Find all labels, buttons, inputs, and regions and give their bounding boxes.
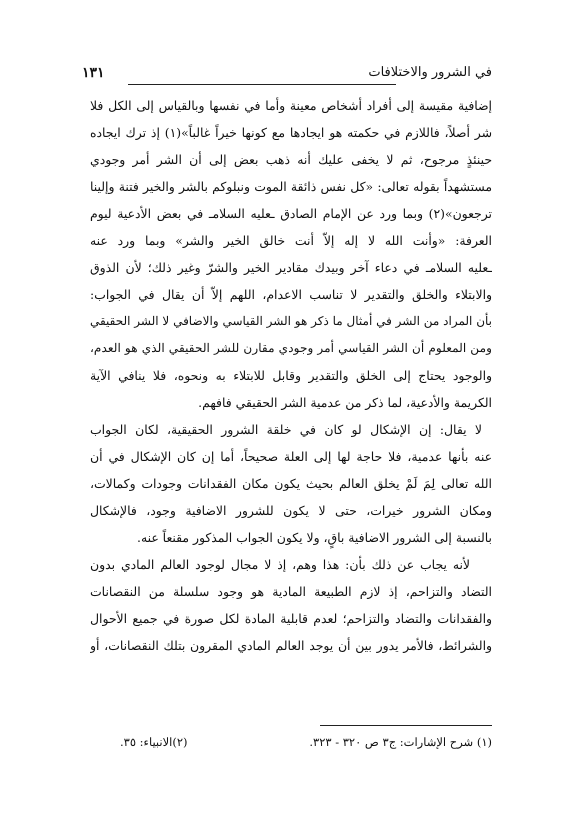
text-line: والابتلاء والخلق والتقدير لا تناسب الاعدام، اللهم إلاّ أن يقال في الجواب: [90, 287, 492, 302]
text-line: الكريمة والأدعية، لما ذكر من عدمية الشر الحقيقي فافهم. [198, 395, 492, 410]
running-header-title: في الشرور والاختلافات [368, 65, 492, 80]
text-line: لأنه يجاب عن ذلك بأن: هذا وهم، إذ لا مجال لوجود العالم المادي بدون [90, 557, 470, 572]
footnotes [100, 733, 492, 753]
header-divider [128, 84, 396, 85]
footnote-1: (١) شرح الإشارات: ج٣ ص ٣٢٠ - ٣٢٣. [309, 735, 492, 749]
text-line: الله تعالى لِمَ لَمْ يخلق العالم بحيث يكون مكان الفقدانات وجودات وكمالات، [90, 476, 492, 491]
body-text [90, 92, 492, 659]
text-line: حينئذٍ مرجوح، ثم لا يخفى عليك أنه ذهب بعض إلى أن الشر أمر وجودي [90, 152, 492, 167]
text-line: لا يقال: إن الإشكال لو كان في خلقة الشرور الحقيقية، لكان الجواب [90, 422, 482, 437]
running-header [82, 64, 492, 84]
text-line: بالنسبة إلى الشرور الاضافية باقٍ، ولا يكون الجواب المذكور مقنعاً عنه. [137, 530, 492, 545]
text-line: ومكان الشرور خيرات، حتى لا يكون للشرور الاضافية وجود، فالإشكال [90, 503, 492, 518]
text-line: العرفة: «وأنت الله لا إله إلاّ أنت خالق الخير والشر» وبما ورد عنه [90, 233, 492, 248]
text-line: بأن المراد من الشر في أمثال ما ذكر هو الشر القياسي والاضافي لا الشر الحقيقي [90, 314, 492, 328]
text-line: إضافية مقيسة إلى أفراد أشخاص معينة وأما في نفسها وبالقياس إلى الكل فلا [90, 98, 492, 113]
text-line: ومن المعلوم أن الشر القياسي أمر وجودي مقارن للشر الحقيقي الذي هو العدم، [90, 341, 492, 355]
page-number: ١٣١ [82, 65, 105, 81]
text-line: التضاد والتزاحم، إذ لازم الطبيعة المادية هو وجود سلسلة من النقصانات [90, 584, 492, 599]
text-line: والشرائط، فالأمر يدور بين أن يوجد العالم المادي المقرون بتلك النقصانات، أو [90, 638, 492, 653]
text-line: عنه بأنها عدمية، فلا حاجة لها إلى العلة صحيحاً، أما إن كان الإشكال في أن [90, 449, 492, 464]
footnote-divider [320, 725, 492, 726]
text-line: والفقدانات والتضاد والتزاحم؛ لعدم قابلية المادة لكل صورة في جميع الأحوال [90, 611, 492, 626]
text-line: مستشهداً بقوله تعالى: «كل نفس ذائقة الموت ونبلوكم بالشر والخير فتنة وإلينا [90, 179, 492, 194]
text-line: ترجعون»(٢) وبما ورد عن الإمام الصادق ـعليه السلامـ في بعض الأدعية ليوم [90, 206, 492, 221]
text-line: شر أصلاً، فاللازم في حكمته هو ايجادها مع كونها خيراً غالباً»(١) إذ ترك ايجاده [90, 125, 492, 140]
text-line: والوجود يحتاج إلى الخلق والتقدير وقابل للابتلاء به ونحوه، فلا ينافي الآية [90, 368, 492, 383]
text-line: ـعليه السلامـ في دعاء آخر وبيدك مقادير الخير والشرّ وغير ذلك؛ لأن الذوق [90, 260, 492, 275]
footnote-2: (٢)الانبياء: ٣٥. [120, 735, 188, 749]
